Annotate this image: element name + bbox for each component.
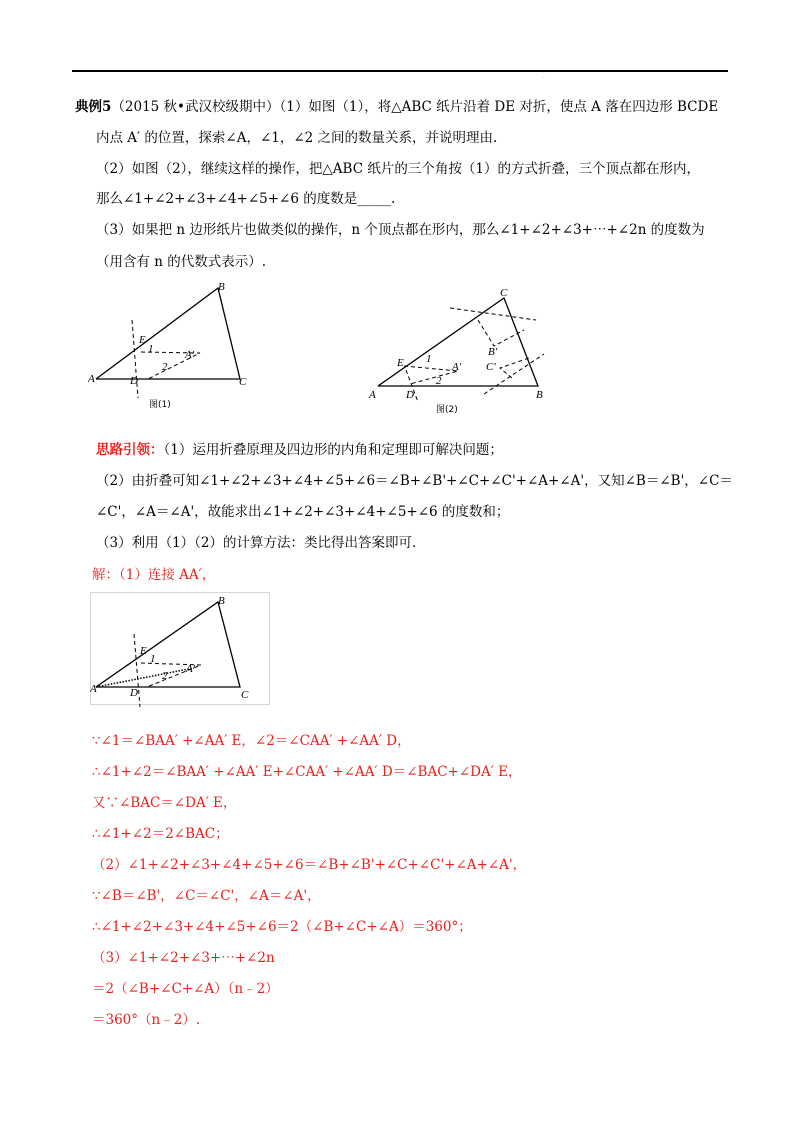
fig3-label-B: B [218,595,225,607]
solution-step-7: ∴∠1+∠2+∠3+∠4+∠5+∠6＝2（∠B+∠C+∠A）＝360°； [92,919,472,935]
fig2-caption: 图(2) [436,405,458,415]
solution-step-8: （3）∠1+∠2+∠3+⋯+∠2n [92,950,275,966]
problem-line-2: 内点 A′ 的位置，探索∠A，∠1，∠2 之间的数量关系，并说明理由. [96,130,498,146]
solution-step-4: ∴∠1+∠2＝2∠BAC； [92,826,229,842]
figure-2 [366,286,556,420]
fig2-label-A: A [369,389,376,401]
fig1-label-A-prime: A' [185,349,195,361]
hint-line-2: （2）由折叠可知∠1+∠2+∠3+∠4+∠5+∠6＝∠B+∠B'+∠C+∠C'+∠A+∠A'，又知∠B＝∠B'，∠C＝ [96,473,733,489]
fig2-label-C-prime: C' [486,361,496,373]
fig2-label-B-prime: B' [488,346,498,358]
problem-line-6: （用含有 n 的代数式表示）. [96,254,267,270]
problem-line-3: （2）如图（2），继续这样的操作，把△ABC 纸片的三个角按（1）的方式折叠，三个顶点都在形内， [96,161,700,177]
solution-step-3: 又∵∠BAC＝∠DA′ E， [92,795,237,811]
fig3-label-A: A [90,683,97,695]
fig3-label-A-prime: A' [186,663,196,675]
header-dot: . [543,73,545,80]
fig2-label-A-prime: A' [452,361,462,373]
fig1-caption: 图(1) [149,400,171,410]
fig1-label-C: C [239,376,247,388]
fig2-label-B: B [536,389,543,401]
fig1-label-E: E [139,334,146,346]
fig3-angle-1: 1 [150,653,156,665]
figure-3 [90,592,270,712]
hint-label: 思路引领： [96,442,164,458]
fig3-label-C: C [241,689,249,701]
fig2-angle-2: 2 [436,375,442,387]
fig1-label-B: B [218,281,225,293]
problem-line-4: 那么∠1+∠2+∠3+∠4+∠5+∠6 的度数是_____. [96,191,396,207]
fig1-angle-1: 1 [148,343,154,355]
solution-step-10: ＝360°（n﹣2）. [92,1012,201,1028]
solution-step-1: ∵∠1＝∠BAA′ +∠AA′ E，∠2＝∠CAA′ +∠AA′ D， [92,733,411,749]
solution-step-2: ∴∠1+∠2＝∠BAA′ +∠AA′ E+∠CAA′ +∠AA′ D＝∠BAC+∠DA′ E， [92,764,522,780]
solution-intro: 解：（1）连接 AA′， [92,567,216,583]
fig1-label-D: D [130,375,138,387]
problem-line-1 [75,98,718,116]
header-rule [72,70,728,72]
solution-step-5: （2）∠1+∠2+∠3+∠4+∠5+∠6＝∠B+∠B'+∠C+∠C'+∠A+∠A'， [92,857,527,873]
problem-line-5: （3）如果把 n 边形纸片也做类似的操作，n 个顶点都在形内，那么∠1+∠2+∠3+⋯+∠2n 的度数为 [96,222,705,238]
hint-line-3: ∠C'，∠A＝∠A'，故能求出∠1+∠2+∠3+∠4+∠5+∠6 的度数和； [96,504,510,520]
hint-text-1: （1）运用折叠原理及四边形的内角和定理即可解决问题； [163,442,503,458]
figure-1 [88,276,268,416]
fig2-label-E: E [397,357,404,369]
fig2-angle-1: 1 [426,353,432,365]
problem-label: 典例5 [75,99,112,115]
fig2-label-C: C [500,287,508,299]
hint-line-4: （3）利用（1）（2）的计算方法：类比得出答案即可. [96,535,417,551]
fig3-label-D: D [130,687,138,699]
problem-text-1: （2015 秋•武汉校级期中）（1）如图（1），将△ABC 纸片沿着 DE 对折，使点 A 落在四边形 BCDE [111,99,719,115]
hint-line-1 [96,441,503,459]
fig1-label-A: A [88,373,95,385]
fig1-angle-2: 2 [162,361,168,373]
solution-step-9: ＝2（∠B+∠C+∠A）（n﹣2） [92,981,279,997]
fig3-angle-2: 2 [162,670,168,682]
fig3-label-E: E [140,645,147,657]
solution-step-6: ∵∠B＝∠B'，∠C＝∠C'，∠A＝∠A'， [92,888,321,904]
fig2-label-D: D [406,389,414,401]
